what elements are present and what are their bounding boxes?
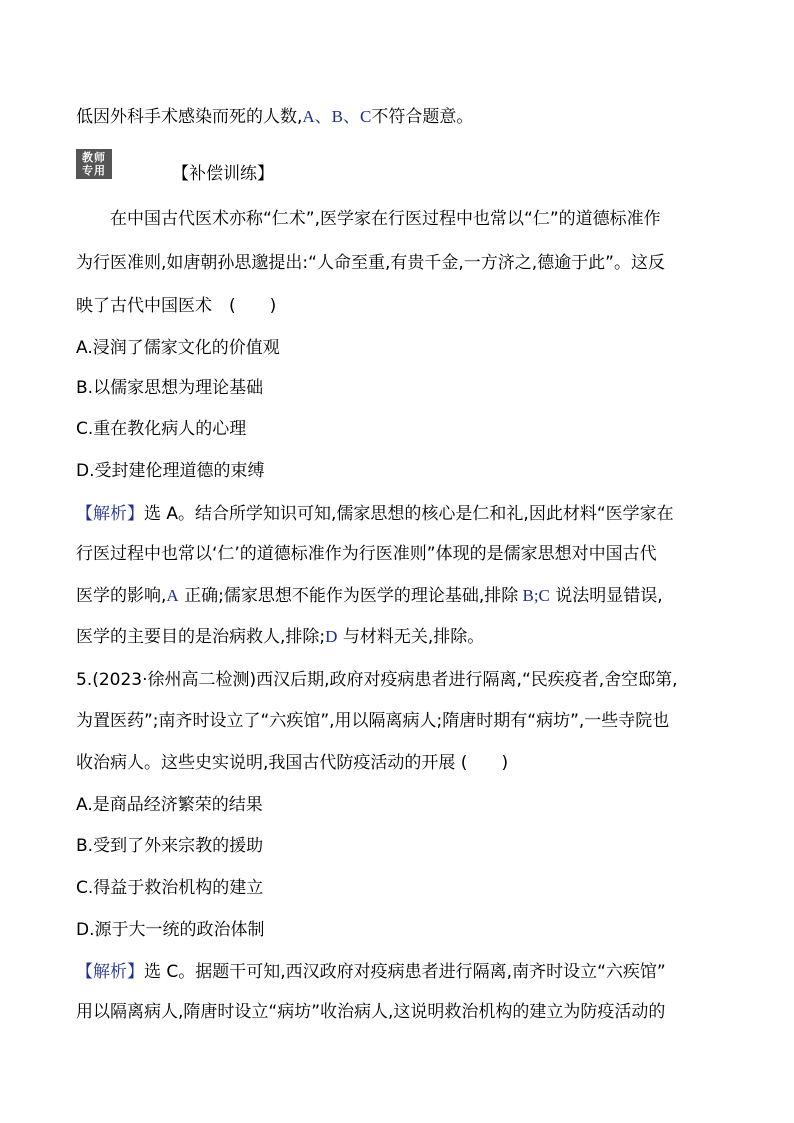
section-title: 【补偿训练】 (172, 164, 274, 184)
analysis-line: 用以隔离病人,隋唐时设立“病坊”收治病人,这说明救治机构的建立为防疫活动的 (76, 1002, 666, 1022)
analysis-label: 【解析】 (76, 504, 144, 524)
analysis-label: 【解析】 (76, 962, 144, 982)
question-stem: 收治病人。这些史实说明,我国古代防疫活动的开展 ( ) (76, 753, 509, 773)
option-c: C.重在教化病人的心理 (76, 419, 247, 439)
teacher-use-badge: 教师 专用 (76, 149, 112, 179)
question-stem: 映了古代中国医术 ( ) (76, 296, 277, 316)
analysis-line: 医学的影响,A 正确;儒家思想不能作为医学的理论基础,排除 B;C 说法明显错误, (76, 586, 663, 606)
question-stem: 为行医准则,如唐朝孙思邈提出:“人命至重,有贵千金,一方济之,德逾于此”。这反 (76, 253, 665, 273)
question-stem: 为置医药”;南齐时设立了“六疾馆”,用以隔离病人;隋唐时期有“病坊”,一些寺院也 (76, 711, 670, 731)
option-b: B.以儒家思想为理论基础 (76, 378, 264, 398)
option-d: D.源于大一统的政治体制 (76, 920, 265, 940)
option-c: C.得益于救治机构的建立 (76, 878, 264, 898)
option-d: D.受封建伦理道德的束缚 (76, 461, 265, 481)
question-stem: 在中国古代医术亦称“仁术”,医学家在行医过程中也常以“仁”的道德标准作 (110, 209, 661, 229)
text-line: 低因外科手术感染而死的人数,A、B、C不符合题意。 (76, 107, 474, 127)
analysis-line: 行医过程中也常以‘仁’的道德标准作为行医准则”体现的是儒家思想对中国古代 (76, 544, 657, 564)
question-stem: 5.(2023·徐州高二检测)西汉后期,政府对疫病患者进行隔离,“民疾疫者,舍空邸第, (76, 670, 678, 690)
option-b: B.受到了外来宗教的援助 (76, 836, 264, 856)
analysis-line: 【解析】选 A。结合所学知识可知,儒家思想的核心是仁和礼,因此材料“医学家在 (76, 504, 674, 524)
analysis-line: 医学的主要目的是治病救人,排除;D 与材料无关,排除。 (76, 627, 485, 647)
analysis-line: 【解析】选 C。据题干可知,西汉政府对疫病患者进行隔离,南齐时设立“六疾馆” (76, 962, 666, 982)
option-a: A.浸润了儒家文化的价值观 (76, 338, 280, 358)
option-a: A.是商品经济繁荣的结果 (76, 795, 263, 815)
